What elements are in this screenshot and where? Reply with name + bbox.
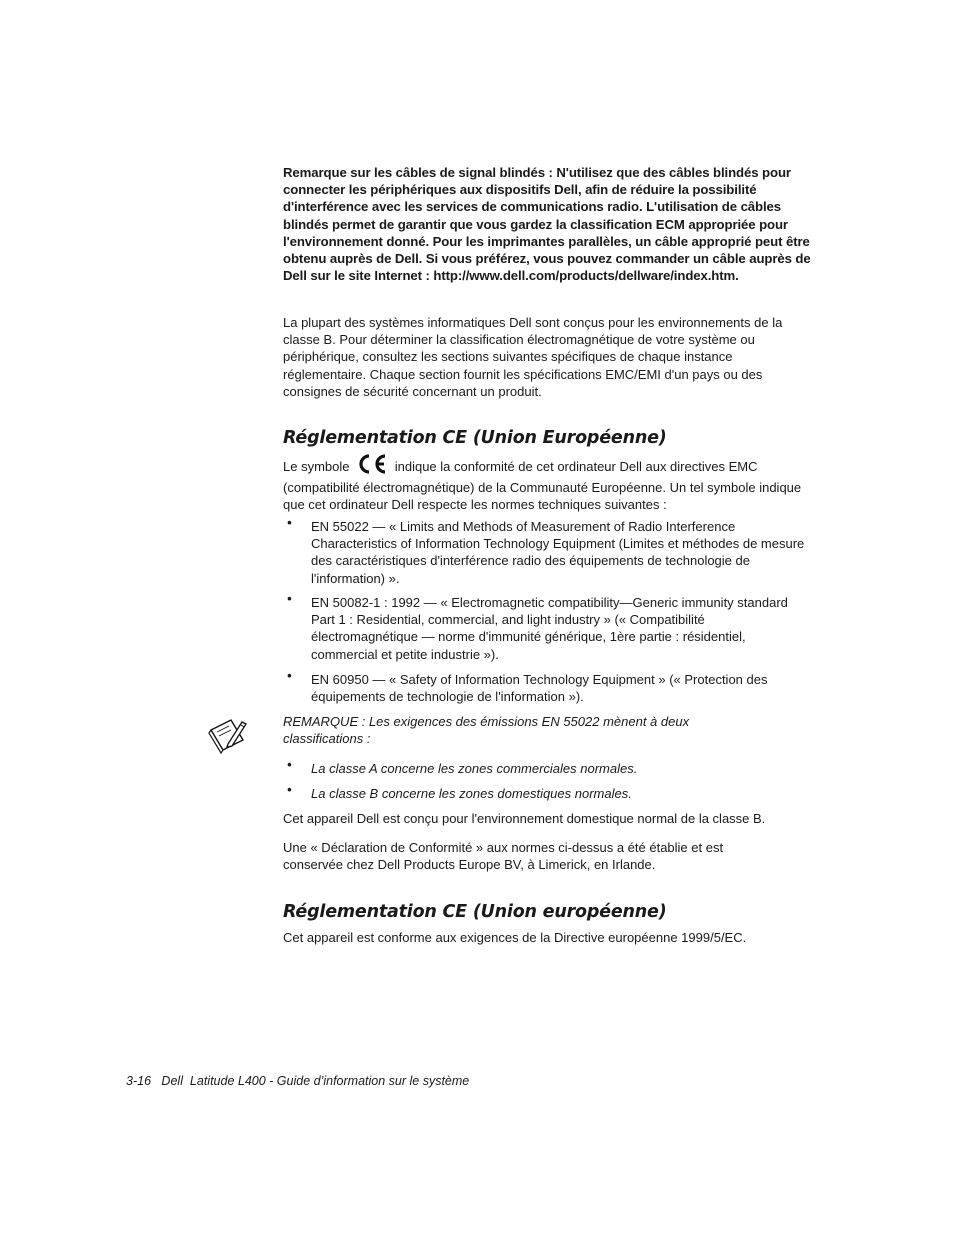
note-text: REMARQUE : Les exigences des émissions EN 55022 mènent à deux classifications : (283, 714, 690, 747)
directive-paragraph (283, 929, 813, 946)
notice-text: Remarque sur les câbles de signal blindés : N'utilisez que des câbles blindés pour connecter les périphériques aux dispositifs Dell, afin de réduire la possibilité d'interférence avec les services de communications radio. L'utilisation de câbles blindés permet de garantir que vous gardez la classification ECM appropriée pour l'environnement donné. Pour les imprimantes parallèles, un câble approprié peut être obtenu auprès de Dell. Si vous préférez, vous pouvez commander un câble auprès de Dell sur le site Internet : http://www.dell.com/products/dellware/index.htm. (283, 165, 811, 284)
list-item (283, 591, 813, 663)
directive-text: Cet appareil est conforme aux exigences de la Directive européenne 1999/5/EC. (283, 930, 747, 945)
bullet-icon: • (287, 515, 292, 530)
section-ce-2 (283, 901, 813, 923)
section-heading: Réglementation CE (Union Européenne) (283, 428, 667, 448)
list-item-text: La classe A concerne les zones commerciales normales. (311, 761, 638, 776)
standards-list-2 (283, 591, 813, 663)
intro-paragraph (283, 314, 813, 400)
section-heading: Réglementation CE (Union européenne) (283, 902, 667, 922)
declaration-text: Une « Déclaration de Conformité » aux normes ci-dessus a été établie et est conservée chez Dell Products Europe BV, à Limerick, en Irlande. (283, 840, 724, 873)
symbol-prefix: Le symbole (283, 459, 350, 474)
note-list (283, 757, 813, 777)
standards-list (283, 515, 813, 587)
note-block (283, 713, 813, 747)
list-item-text: EN 60950 — « Safety of Information Technology Equipment » (« Protection des équipements de technologie de l'information »). (311, 672, 768, 705)
page-footer: 3-16 Dell Latitude L400 - Guide d’information sur le système (126, 1074, 470, 1088)
class-b-text: Cet appareil Dell est conçu pour l'environnement domestique normal de la classe B. (283, 811, 766, 826)
intro-text: La plupart des systèmes informatiques Dell sont conçus pour les environnements de la classe B. Pour déterminer la classification électromagnétique de votre système ou périphérique, consultez les sections suivantes spécifiques de chaque instance réglementaire. Chaque section fournit les spécifications EMC/EMI d'un pays ou des consignes de sécurité concernant un produit. (283, 315, 783, 399)
standards-list-3 (283, 668, 813, 705)
list-item-text: EN 55022 — « Limits and Methods of Measurement of Radio Interference Characteristics of Information Technology Equipment (Limites et méthodes de mesure des caractéristiques d'interférence radio des équipements de technologie de l'information) ». (311, 519, 805, 586)
list-item (283, 515, 813, 587)
list-item-text: EN 50082-1 : 1992 — « Electromagnetic compatibility—Generic immunity standard Part 1 : Residential, commercial, and light industry » (« Compatibilité électromagnétique — norme d'immunité générique, 1ère partie : résidentiel, commercial et petite industrie »). (311, 595, 788, 662)
symbol-suffix: indique la conformité de cet ordinateur Dell aux directives EMC (compatibilité électromagnétique) de la Communauté Européenne. Un tel symbole indique que cet ordinateur Dell respecte les normes techniques suivantes : (283, 459, 802, 513)
declaration-paragraph (283, 839, 813, 873)
section-ce-1 (283, 427, 813, 449)
list-item (283, 782, 813, 802)
bullet-icon: • (287, 668, 292, 683)
bullet-icon: • (287, 782, 292, 797)
list-item-text: La classe B concerne les zones domestiques normales. (311, 786, 632, 801)
ce-mark-icon (356, 453, 388, 479)
note-pencil-icon (208, 716, 248, 759)
bullet-icon: • (287, 591, 292, 606)
list-item (283, 757, 813, 777)
list-item (283, 668, 813, 705)
shielded-cable-notice (283, 164, 813, 284)
note-list-2 (283, 782, 813, 802)
bullet-icon: • (287, 757, 292, 772)
class-b-paragraph (283, 810, 813, 827)
ce-symbol-paragraph (283, 453, 813, 514)
